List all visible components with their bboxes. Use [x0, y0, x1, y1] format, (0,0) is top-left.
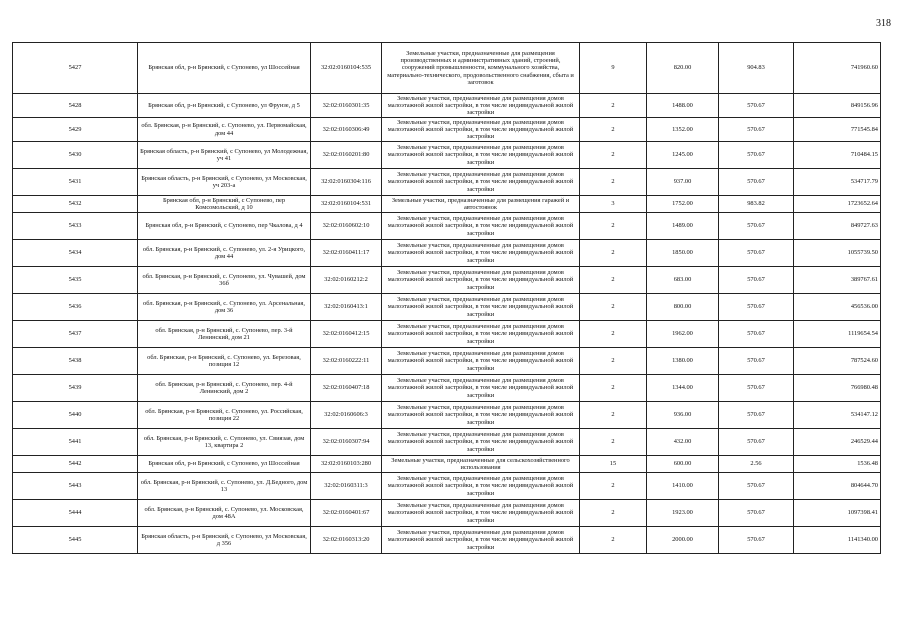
category-cell: 9	[580, 43, 647, 94]
rate-cell: 570.67	[719, 213, 794, 240]
cadastral-value-cell: 741960.60	[794, 43, 881, 94]
area-cell: 683.00	[647, 267, 719, 294]
rate-cell: 570.67	[719, 294, 794, 321]
row-number-cell: 5437	[13, 321, 138, 348]
address-cell: обл. Брянская, р-н Брянский, с. Супонево, ул. Первомайская, дом 44	[138, 118, 311, 142]
address-cell: Брянская область, р-н Брянский, с Супонево, ул Молодежная, уч 41	[138, 142, 311, 169]
table-row	[13, 196, 881, 213]
area-cell: 937.00	[647, 169, 719, 196]
cadastral-value-cell: 456536.00	[794, 294, 881, 321]
area-cell: 432.00	[647, 429, 719, 456]
rate-cell: 570.67	[719, 240, 794, 267]
cadastral-number-cell: 32:02:0160104:535	[311, 43, 382, 94]
row-number-cell: 5427	[13, 43, 138, 94]
page-number: 318	[876, 18, 891, 29]
category-cell: 2	[580, 321, 647, 348]
row-number-cell: 5442	[13, 456, 138, 473]
land-use-cell: Земельные участки, предназначенные для размещения домов малоэтажной жилой застройки, в том числе индивидуальной жилой застройки	[382, 402, 580, 429]
rate-cell: 570.67	[719, 118, 794, 142]
row-number-cell: 5431	[13, 169, 138, 196]
category-cell: 2	[580, 527, 647, 554]
table-row	[13, 142, 881, 169]
category-cell: 2	[580, 429, 647, 456]
land-use-cell: Земельные участки, предназначенные для размещения домов малоэтажной жилой застройки, в том числе индивидуальной жилой застройки	[382, 500, 580, 527]
address-cell: обл. Брянская, р-н Брянский, с. Супонево, ул. Российская, позиция 22	[138, 402, 311, 429]
category-cell: 3	[580, 196, 647, 213]
land-use-cell: Земельные участки, предназначенные для размещения домов малоэтажной жилой застройки, в том числе индивидуальной жилой застройки	[382, 527, 580, 554]
rate-cell: 570.67	[719, 375, 794, 402]
area-cell: 1962.00	[647, 321, 719, 348]
rate-cell: 570.67	[719, 321, 794, 348]
table-row	[13, 213, 881, 240]
cadastral-number-cell: 32:02:0160201:80	[311, 142, 382, 169]
area-cell: 800.00	[647, 294, 719, 321]
cadastral-value-cell: 534147.12	[794, 402, 881, 429]
address-cell: обл. Брянская, р-н Брянский, с. Супонево, ул. Д.Бедного, дом 13	[138, 473, 311, 500]
row-number-cell: 5435	[13, 267, 138, 294]
cadastral-number-cell: 32:02:0160311:3	[311, 473, 382, 500]
row-number-cell: 5444	[13, 500, 138, 527]
cadastral-number-cell: 32:02:0160301:35	[311, 94, 382, 118]
area-cell: 1245.00	[647, 142, 719, 169]
cadastral-value-cell: 771545.84	[794, 118, 881, 142]
land-use-cell: Земельные участки, предназначенные для размещения домов малоэтажной жилой застройки, в том числе индивидуальной жилой застройки	[382, 429, 580, 456]
land-use-cell: Земельные участки, предназначенные для размещения домов малоэтажной жилой застройки, в том числе индивидуальной жилой застройки	[382, 375, 580, 402]
cadastral-value-cell: 1055739.50	[794, 240, 881, 267]
area-cell: 820.00	[647, 43, 719, 94]
table-row	[13, 473, 881, 500]
cadastral-number-cell: 32:02:0160104:531	[311, 196, 382, 213]
cadastral-number-cell: 32:02:0160401:67	[311, 500, 382, 527]
cadastral-value-cell: 246529.44	[794, 429, 881, 456]
table-row	[13, 43, 881, 94]
land-use-cell: Земельные участки, предназначенные для размещения домов малоэтажной жилой застройки, в том числе индивидуальной жилой застройки	[382, 294, 580, 321]
table-row	[13, 118, 881, 142]
category-cell: 2	[580, 294, 647, 321]
cadastral-value-cell: 1119654.54	[794, 321, 881, 348]
cadastral-value-cell: 787524.60	[794, 348, 881, 375]
area-cell: 936.00	[647, 402, 719, 429]
row-number-cell: 5439	[13, 375, 138, 402]
category-cell: 2	[580, 267, 647, 294]
row-number-cell: 5436	[13, 294, 138, 321]
area-cell: 1352.00	[647, 118, 719, 142]
category-cell: 2	[580, 402, 647, 429]
cadastral-number-cell: 32:02:0160407:18	[311, 375, 382, 402]
table-row	[13, 169, 881, 196]
address-cell: обл. Брянская, р-н Брянский, с. Супонево, ул. Свиязая, дом 13, квартира 2	[138, 429, 311, 456]
address-cell: обл. Брянская, р-н Брянский, с. Супонево, пер. 3-й Ленинский, дом 21	[138, 321, 311, 348]
address-cell: Брянская область, р-н Брянский, с Супонево, ул Московская, уч 203-а	[138, 169, 311, 196]
land-use-cell: Земельные участки, предназначенные для размещения домов малоэтажной жилой застройки, в том числе индивидуальной жилой застройки	[382, 267, 580, 294]
area-cell: 1380.00	[647, 348, 719, 375]
cadastral-value-cell: 1141340.00	[794, 527, 881, 554]
cadastral-value-cell: 1536.48	[794, 456, 881, 473]
rate-cell: 570.67	[719, 169, 794, 196]
row-number-cell: 5445	[13, 527, 138, 554]
table-row	[13, 267, 881, 294]
rate-cell: 570.67	[719, 429, 794, 456]
row-number-cell: 5434	[13, 240, 138, 267]
area-cell: 1923.00	[647, 500, 719, 527]
table-row	[13, 456, 881, 473]
table-row	[13, 240, 881, 267]
rate-cell: 570.67	[719, 500, 794, 527]
cadastral-number-cell: 32:02:0160103:280	[311, 456, 382, 473]
land-use-cell: Земельные участки, предназначенные для размещения домов малоэтажной жилой застройки, в том числе индивидуальной жилой застройки	[382, 94, 580, 118]
rate-cell: 570.67	[719, 142, 794, 169]
table-row	[13, 402, 881, 429]
cadastral-value-cell: 389767.61	[794, 267, 881, 294]
land-use-cell: Земельные участки, предназначенные для размещения домов малоэтажной жилой застройки, в том числе индивидуальной жилой застройки	[382, 240, 580, 267]
rate-cell: 570.67	[719, 473, 794, 500]
rate-cell: 570.67	[719, 94, 794, 118]
area-cell: 1344.00	[647, 375, 719, 402]
cadastral-value-cell: 849156.96	[794, 94, 881, 118]
row-number-cell: 5440	[13, 402, 138, 429]
cadastral-number-cell: 32:02:0160412:15	[311, 321, 382, 348]
rate-cell: 570.67	[719, 267, 794, 294]
rate-cell: 904.83	[719, 43, 794, 94]
area-cell: 1488.00	[647, 94, 719, 118]
cadastral-number-cell: 32:02:0160313:20	[311, 527, 382, 554]
rate-cell: 2.56	[719, 456, 794, 473]
land-use-cell: Земельные участки, предназначенные для размещения домов малоэтажной жилой застройки, в том числе индивидуальной жилой застройки	[382, 348, 580, 375]
rate-cell: 570.67	[719, 402, 794, 429]
land-use-cell: Земельные участки, предназначенные для размещения домов малоэтажной жилой застройки, в том числе индивидуальной жилой застройки	[382, 169, 580, 196]
category-cell: 2	[580, 500, 647, 527]
address-cell: обл. Брянская, р-н Брянский, с. Супонево, ул. Чувашей, дом 36б	[138, 267, 311, 294]
rate-cell: 983.82	[719, 196, 794, 213]
cadastral-value-cell: 766980.48	[794, 375, 881, 402]
address-cell: обл. Брянская, р-н Брянский, с. Супонево, пер. 4-й Ленинский, дом 2	[138, 375, 311, 402]
category-cell: 2	[580, 473, 647, 500]
cadastral-value-cell: 534717.79	[794, 169, 881, 196]
area-cell: 1850.00	[647, 240, 719, 267]
land-use-cell: Земельные участки, предназначенные для размещения домов малоэтажной жилой застройки, в том числе индивидуальной жилой застройки	[382, 321, 580, 348]
row-number-cell: 5429	[13, 118, 138, 142]
category-cell: 2	[580, 94, 647, 118]
category-cell: 2	[580, 375, 647, 402]
cadastral-number-cell: 32:02:0160413:1	[311, 294, 382, 321]
address-cell: обл. Брянская, р-н Брянский, с. Супонево, ул. Московская, дом 48А	[138, 500, 311, 527]
land-use-cell: Земельные участки, предназначенные для сельскохозяйственного использования	[382, 456, 580, 473]
address-cell: Брянская обл, р-н Брянский, с Супонево, ул Шоссейная	[138, 456, 311, 473]
address-cell: обл. Брянская, р-н Брянский, с. Супонево, ул. Арсенальная, дом 36	[138, 294, 311, 321]
area-cell: 1752.00	[647, 196, 719, 213]
cadastral-number-cell: 32:02:0160602:10	[311, 213, 382, 240]
rate-cell: 570.67	[719, 348, 794, 375]
land-use-cell: Земельные участки, предназначенные для размещения производственных и административных зданий, строений, сооружений промышленности, коммунального хозяйства, материально-технического, продовольственного снабжения, сбыта и заготовок	[382, 43, 580, 94]
land-use-cell: Земельные участки, предназначенные для размещения гаражей и автостоянок	[382, 196, 580, 213]
category-cell: 15	[580, 456, 647, 473]
cadastral-number-cell: 32:02:0160304:116	[311, 169, 382, 196]
address-cell: Брянская обл, р-н Брянский, с Супонево, ул Фрунзе, д 5	[138, 94, 311, 118]
area-cell: 600.00	[647, 456, 719, 473]
cadastral-value-cell: 804644.70	[794, 473, 881, 500]
cadastral-value-cell: 710484.15	[794, 142, 881, 169]
table-row	[13, 294, 881, 321]
cadastral-number-cell: 32:02:0160411:17	[311, 240, 382, 267]
cadastral-value-cell: 1723652.64	[794, 196, 881, 213]
category-cell: 2	[580, 118, 647, 142]
table-row	[13, 348, 881, 375]
address-cell: Брянская обл, р-н Брянский, с Супонево, пер Чкалова, д 4	[138, 213, 311, 240]
land-use-cell: Земельные участки, предназначенные для размещения домов малоэтажной жилой застройки, в том числе индивидуальной жилой застройки	[382, 118, 580, 142]
land-use-cell: Земельные участки, предназначенные для размещения домов малоэтажной жилой застройки, в том числе индивидуальной жилой застройки	[382, 213, 580, 240]
land-registry-table	[12, 42, 881, 554]
category-cell: 2	[580, 348, 647, 375]
cadastral-number-cell: 32:02:0160222:11	[311, 348, 382, 375]
table-row	[13, 527, 881, 554]
area-cell: 2000.00	[647, 527, 719, 554]
address-cell: Брянская обл, р-н Брянский, с Супонево, ул Шоссейная	[138, 43, 311, 94]
address-cell: обл. Брянская, р-н Брянский, с. Супонево, ул. 2-я Урицкого, дом 44	[138, 240, 311, 267]
cadastral-number-cell: 32:02:0160306:49	[311, 118, 382, 142]
row-number-cell: 5428	[13, 94, 138, 118]
table-row	[13, 94, 881, 118]
area-cell: 1489.00	[647, 213, 719, 240]
table-row	[13, 375, 881, 402]
cadastral-number-cell: 32:02:0160606:3	[311, 402, 382, 429]
row-number-cell: 5433	[13, 213, 138, 240]
category-cell: 2	[580, 240, 647, 267]
cadastral-value-cell: 1097398.41	[794, 500, 881, 527]
rate-cell: 570.67	[719, 527, 794, 554]
cadastral-number-cell: 32:02:0160307:94	[311, 429, 382, 456]
cadastral-number-cell: 32:02:0160212:2	[311, 267, 382, 294]
land-use-cell: Земельные участки, предназначенные для размещения домов малоэтажной жилой застройки, в том числе индивидуальной жилой застройки	[382, 142, 580, 169]
category-cell: 2	[580, 142, 647, 169]
table-row	[13, 500, 881, 527]
row-number-cell: 5430	[13, 142, 138, 169]
row-number-cell: 5443	[13, 473, 138, 500]
row-number-cell: 5438	[13, 348, 138, 375]
cadastral-value-cell: 849727.63	[794, 213, 881, 240]
area-cell: 1410.00	[647, 473, 719, 500]
row-number-cell: 5432	[13, 196, 138, 213]
land-use-cell: Земельные участки, предназначенные для размещения домов малоэтажной жилой застройки, в том числе индивидуальной жилой застройки	[382, 473, 580, 500]
table-row	[13, 429, 881, 456]
row-number-cell: 5441	[13, 429, 138, 456]
category-cell: 2	[580, 213, 647, 240]
address-cell: обл. Брянская, р-н Брянский, с. Супонево, ул. Березовая, позиция 12	[138, 348, 311, 375]
address-cell: Брянская обл, р-н Брянский, с Супонево, пер Комсомольский, д 10	[138, 196, 311, 213]
category-cell: 2	[580, 169, 647, 196]
table-row	[13, 321, 881, 348]
address-cell: Брянская область, р-н Брянский, с Супонево, ул Московская, д 356	[138, 527, 311, 554]
